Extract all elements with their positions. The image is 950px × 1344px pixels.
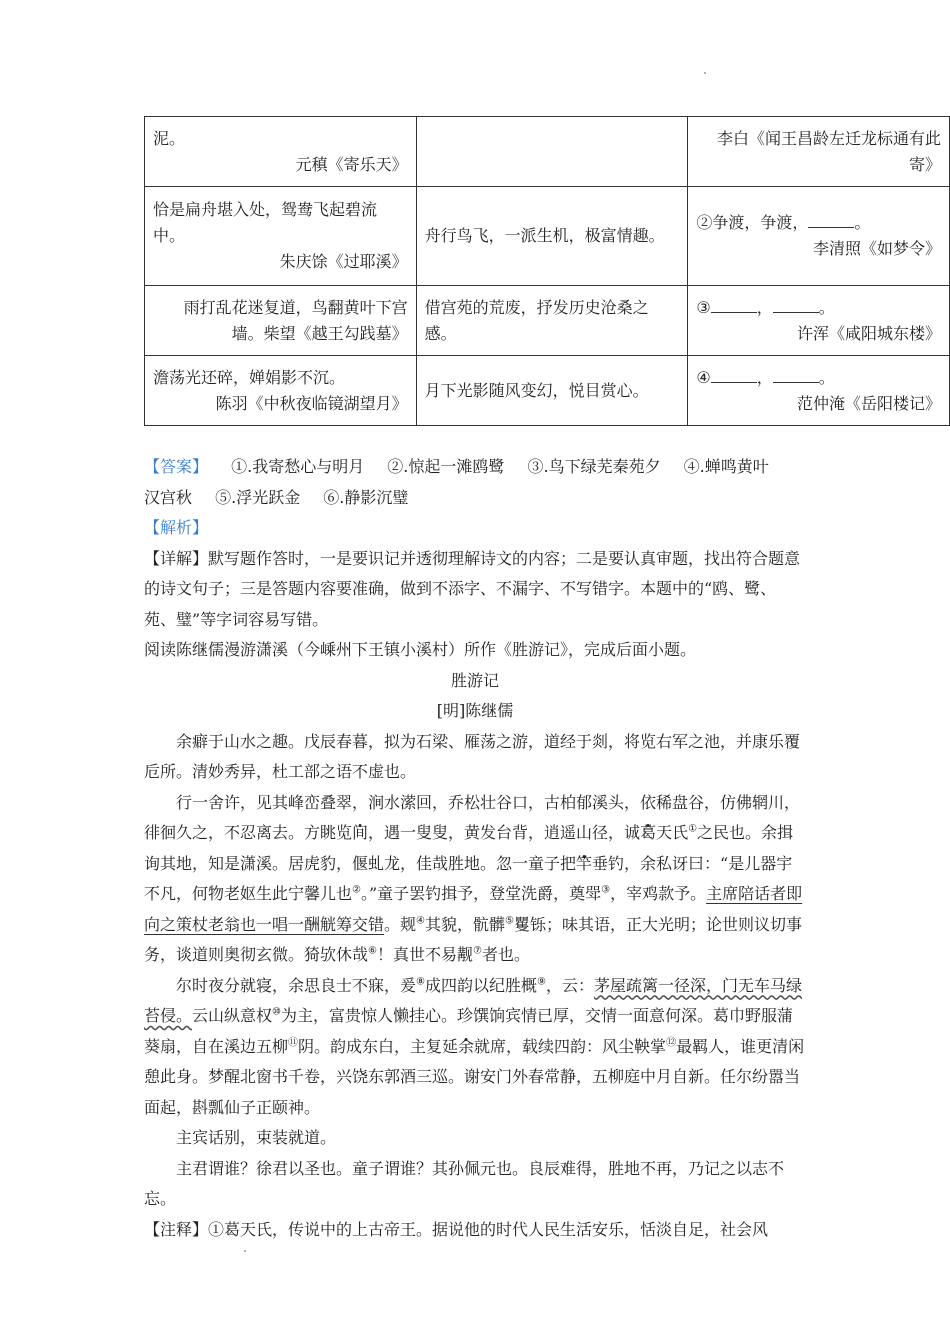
text-run: 尔时夜分就寝，余思良士不寐，爰 <box>176 975 417 995</box>
table-cell <box>145 117 417 187</box>
note-ref: ⑪ <box>288 1037 299 1049</box>
note-ref: ③ <box>601 884 611 896</box>
cell-text: 。 <box>818 367 835 387</box>
note-ref: ⑫ <box>666 1037 677 1049</box>
table-row <box>145 356 950 426</box>
cell-text: 。 <box>818 297 835 317</box>
answer-item: ①.我寄愁心与明月 <box>231 457 365 476</box>
cell-author: 许浑《咸阳城东楼》 <box>796 323 941 343</box>
text-run: 其貌，骯髒 <box>425 914 506 934</box>
answer-item: ④.蝉鸣黄叶 <box>683 457 769 476</box>
poem-table <box>144 116 950 426</box>
table-cell <box>145 187 417 286</box>
table-row <box>145 187 950 286</box>
answer-tag: 【答案】 <box>144 457 209 476</box>
essay-paragraph: 主君谓谁？徐君以圣也。童子谓谁？其孙佩元也。良辰难得，胜地不再，乃记之以志不忘。 <box>144 1158 785 1208</box>
cell-text: 恰是扁舟堪入处，鸳鸯飞起碧流 <box>153 200 378 219</box>
essay-paragraph: 余癖于山水之趣。戊辰春暮，拟为石梁、雁荡之游，道经于剡，将览右军之池，并康乐覆卮所。清妙秀异，杜工部之语不虚也。 <box>144 731 801 781</box>
fill-blank[interactable] <box>808 213 854 228</box>
table-cell <box>145 286 417 356</box>
dotted-char: 把 <box>560 853 577 873</box>
text-run: 竿垂钓，余私讶曰：“是儿器宇不凡，何物老妪生此宁馨儿也 <box>144 853 793 903</box>
table-cell <box>688 187 950 286</box>
dotted-char: 览 <box>336 823 353 842</box>
answer-section <box>144 452 806 1245</box>
notes-tag: 【注释】 <box>144 1219 209 1239</box>
cell-author: 李清照《如梦令》 <box>812 239 941 258</box>
note-ref: ⑤ <box>505 915 514 927</box>
cell-text: ， <box>756 367 773 387</box>
cell-text: 中。 <box>153 226 186 245</box>
text-run: 阴。韵成东白，主复 <box>298 1036 443 1056</box>
note-ref: ① <box>688 823 698 835</box>
fill-blank[interactable] <box>711 368 757 383</box>
text-run: 余就席，载续四韵：风尘鞅掌 <box>458 1036 667 1056</box>
answer-item: ②.惊起一滩鸥鹭 <box>387 457 505 476</box>
answer-item: 汉宫秋 <box>144 487 193 507</box>
table-cell: 舟行鸟飞，一派生机，极富情趣。 <box>416 187 688 286</box>
note-ref: ④ <box>416 915 425 927</box>
text-run: 云山纵意权 <box>192 1006 273 1025</box>
table-cell <box>145 356 417 426</box>
cell-text: ③ <box>696 297 711 317</box>
text-run: 。觌 <box>384 914 417 934</box>
table-cell <box>416 117 688 187</box>
essay-paragraph <box>144 971 806 1124</box>
text-run: 。”童子罢钓揖予，登堂洗爵，奠斝 <box>360 884 602 903</box>
cell-text: 泥。 <box>153 128 186 148</box>
text-run: 之民也。余揖询其地，知是潇溪。居虎豹，偃虬龙，佳哉胜地。忽一童子 <box>144 823 794 873</box>
fill-blank[interactable] <box>773 368 819 383</box>
answer-line-1 <box>144 452 806 483</box>
text-run: ，宰鸡款予。 <box>610 884 707 903</box>
note-ref: ⑥ <box>368 945 377 957</box>
table-cell <box>688 286 950 356</box>
table-row <box>145 286 950 356</box>
table-cell <box>688 356 950 426</box>
cell-text: 雨打乱花迷复道，鸟翻黄叶下宫 <box>183 297 408 317</box>
notes-text: ①葛天氏，传说中的上古帝王。据说他的时代人民生活安乐，恬淡自足，社会风 <box>208 1219 769 1239</box>
table-cell: 月下光影随风变幻，悦目赏心。 <box>416 356 688 426</box>
fill-blank[interactable] <box>773 298 819 313</box>
essay-paragraph <box>144 788 806 971</box>
answer-line-2 <box>144 483 806 514</box>
analysis-detail <box>144 544 806 636</box>
text-run: 成四韵以纪胜概 <box>424 975 537 995</box>
cell-author: 元稹《寄乐天》 <box>295 154 408 174</box>
essay-author: [明]陈继儒 <box>436 701 514 720</box>
cell-text: 。 <box>854 213 871 232</box>
essay-title: 胜游记 <box>450 670 499 690</box>
text-run: ，云： <box>545 975 594 995</box>
cell-author: 范仲淹《岳阳楼记》 <box>796 393 941 413</box>
text-run: 行一舍许，见其峰峦叠翠，涧水潆回，乔松壮谷口，古柏郁溪头，依稀盘谷，仿佛辋川，徘徊久之，不忍离去。方眺 <box>144 792 801 842</box>
cell-author: 李白《闻王昌龄左迁龙标通有此 <box>716 128 941 148</box>
cell-text: ， <box>756 297 773 317</box>
note-ref: ⑧ <box>416 976 425 988</box>
text-run: 葛天氏 <box>640 823 689 842</box>
analysis-tag: 【解析】 <box>144 518 209 537</box>
dotted-char: 延 <box>442 1036 459 1056</box>
notes-line <box>144 1215 806 1246</box>
text-run: 间，遇一叟叟，黄发台背，逍遥山径， <box>352 823 625 842</box>
underlined-sentence: 主席陪话者即向之策杖老翁也一唱一酬觥筹交错 <box>144 884 803 934</box>
table-cell: 借宫苑的荒废，抒发历史沧桑之感。 <box>416 286 688 356</box>
dotted-char: 诚 <box>624 823 641 842</box>
table-cell <box>688 117 950 187</box>
cell-text: 澹荡光还碎，婵娟影不沉。 <box>153 367 346 387</box>
text-run: 为主，富贵惊人懒挂心。珍馔饷宾情已厚，交情一面意何深。葛巾野服蒲葵扇，自在溪边五柳 <box>144 1006 794 1056</box>
note-ref: ⑩ <box>272 1006 281 1018</box>
text-run: 矍铄；味其语，正大光明；论世则议切事务，谈道则奥彻玄微。猗欤休哉 <box>144 914 802 964</box>
note-ref: ② <box>352 884 361 896</box>
scan-dot <box>704 72 706 74</box>
answer-item: ⑤.浮光跃金 <box>215 487 301 507</box>
detail-tag: 【详解】 <box>144 548 209 568</box>
answer-item: ⑥.静影沉璧 <box>323 487 409 507</box>
text-run: ！真世不易觏 <box>376 945 473 964</box>
detail-text: 默写题作答时，一是要识记并透彻理解诗文的内容；二是要认真审题，找出符合题意的诗文句子；三是答题内容要准确，做到不添字、不漏字、不写错字。本题中的“鸥、鹭、苑、璧”等字词容易写错。 <box>144 548 801 629</box>
cell-author: 寄》 <box>908 154 941 174</box>
fill-blank[interactable] <box>711 298 757 313</box>
cell-text: ④ <box>696 367 711 387</box>
wavy-underlined-text: 茅屋疏篱一径深，门无车马绿苔侵。 <box>144 975 802 1025</box>
note-ref: ⑨ <box>537 976 546 988</box>
note-ref: ⑦ <box>473 945 482 957</box>
reading-intro: 阅读陈继儒漫游潇溪（今嵊州下王镇小溪村）所作《胜游记》，完成后面小题。 <box>144 640 697 659</box>
text-run: 最羁人，谁更清闲憩此身。梦醒北窗书千卷，兴饶东郭酒三巡。谢安门外春常静，五柳庭中月自新。任尔纷嚣当面起，斟瓢仙子正颐神。 <box>144 1036 805 1117</box>
scan-dot <box>244 1250 246 1252</box>
answer-item: ③.鸟下绿芜秦苑夕 <box>527 457 661 476</box>
essay-paragraph: 主宾话别，束装就道。 <box>176 1128 337 1147</box>
cell-text: ②争渡，争渡， <box>696 213 809 232</box>
cell-text: 墙。柴望《越王勾践墓》 <box>231 323 408 343</box>
text-run: 者也。 <box>481 945 530 964</box>
cell-author: 陈羽《中秋夜临镜湖望月》 <box>215 393 408 413</box>
table-row <box>145 117 950 187</box>
cell-author: 朱庆馀《过耶溪》 <box>279 252 408 271</box>
